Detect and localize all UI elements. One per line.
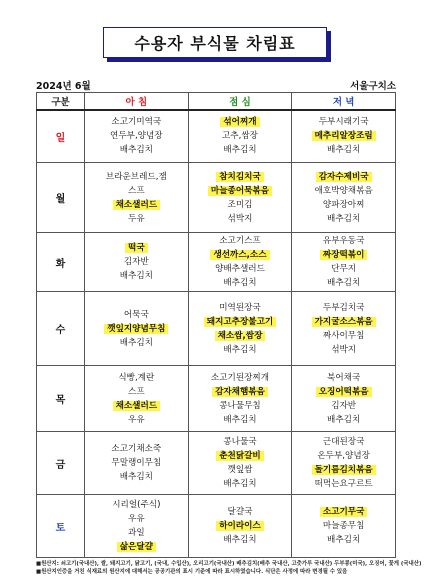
menu-item [85, 498, 188, 512]
menu-item [292, 371, 395, 385]
menu-item [85, 336, 188, 350]
menu-row [37, 432, 396, 495]
menu-item-text: 김자반 [331, 400, 357, 411]
footnotes [36, 560, 422, 576]
menu-item [189, 371, 292, 385]
menu-item-text: 배추김치 [223, 535, 257, 545]
menu-item-highlighted-text: 채소샐러드 [113, 200, 161, 210]
menu-item [292, 301, 395, 315]
lunch-cell [188, 495, 292, 558]
table-header-row [37, 93, 396, 110]
menu-item [292, 533, 395, 547]
menu-item [85, 413, 188, 427]
menu-item [85, 212, 188, 226]
menu-item [85, 269, 188, 283]
dinner-cell [292, 366, 396, 432]
menu-item [189, 129, 292, 143]
dinner-cell [292, 110, 396, 163]
menu-item-highlighted-text: 섞어찌개 [220, 117, 259, 127]
menu-item-text: 단무지 [331, 264, 357, 274]
menu-row [37, 110, 396, 163]
menu-item [292, 115, 395, 129]
menu-item [189, 413, 292, 427]
menu-item-highlighted-text: 삶은달걀 [117, 542, 156, 552]
menu-item-text: 두부김치국 [322, 302, 365, 313]
menu-item-text: 소고기채소죽 [111, 444, 162, 454]
menu-item [292, 276, 395, 290]
menu-item [292, 315, 395, 329]
menu-item-highlighted-text: 메추리알장조림 [312, 131, 376, 141]
menu-item-text: 배추김치 [119, 472, 153, 482]
lunch-cell [188, 233, 292, 292]
menu-row [37, 233, 396, 292]
menu-item-highlighted-text: 하이라이스 [216, 521, 264, 531]
menu-item-text: 근대된장국 [322, 437, 365, 447]
menu-item [189, 184, 292, 198]
menu-item-text: 배추김치 [119, 145, 153, 156]
menu-item-highlighted-text: 떡국 [125, 243, 148, 253]
menu-item-text: 콩나물무침 [219, 400, 261, 411]
meta-row [36, 78, 396, 92]
menu-item [292, 212, 395, 226]
menu-item-text: 떠먹는요구르트 [314, 479, 373, 489]
header-breakfast: 아 침 [85, 93, 189, 110]
menu-item [292, 129, 395, 143]
menu-item [292, 435, 395, 449]
menu-row [37, 495, 396, 558]
menu-item-text: 달걀국 [227, 507, 253, 517]
menu-item-text: 섞박지 [331, 344, 357, 355]
menu-item [189, 170, 292, 184]
menu-item [292, 262, 395, 276]
menu-item [85, 184, 188, 198]
header-dinner: 저 녁 [292, 93, 396, 110]
menu-item-highlighted-text: 채소쌈,쌈장 [215, 331, 266, 341]
menu-item-highlighted-text: 짜장떡볶이 [320, 250, 368, 260]
menu-item [189, 115, 292, 129]
menu-item-highlighted-text: 오징어떡볶음 [316, 387, 372, 397]
breakfast-cell [85, 292, 189, 366]
menu-item-text: 배추김치 [119, 337, 153, 348]
menu-item [85, 308, 188, 322]
menu-item [189, 343, 292, 357]
header-division: 구분 [37, 93, 85, 110]
menu-item [189, 198, 292, 212]
menu-item [292, 234, 395, 248]
menu-item [85, 385, 188, 399]
day-label: 화 [37, 233, 85, 292]
menu-item-text: 배추김치 [223, 479, 257, 489]
menu-item [85, 512, 188, 526]
menu-item-highlighted-text: 소고기무국 [320, 507, 368, 517]
menu-item-text: 양배추샐러드 [215, 264, 265, 274]
menu-item-text: 배추김치 [327, 213, 361, 224]
breakfast-cell [85, 432, 189, 495]
menu-item [189, 143, 292, 157]
menu-item [292, 413, 395, 427]
menu-item [85, 241, 188, 255]
menu-item [85, 526, 188, 540]
menu-table [36, 92, 396, 558]
menu-item [189, 329, 292, 343]
menu-item-highlighted-text: 감자수제비국 [316, 172, 372, 182]
menu-item [85, 470, 188, 484]
organization-name: 서울구치소 [350, 81, 396, 92]
menu-item [292, 248, 395, 262]
breakfast-cell [85, 233, 189, 292]
menu-item-text: 짜사이무침 [322, 330, 365, 341]
menu-item [292, 198, 395, 212]
menu-item-highlighted-text: 돌기름김치볶음 [312, 465, 376, 475]
menu-item [292, 170, 395, 184]
menu-item-highlighted-text: 생선까스,소스 [210, 250, 269, 260]
menu-item-text: 배추김치 [327, 535, 361, 545]
menu-row [37, 163, 396, 233]
menu-item-text: 고추,쌈장 [222, 131, 258, 142]
day-label: 수 [37, 292, 85, 366]
menu-item-text: 섞박지 [227, 213, 253, 224]
menu-item [189, 477, 292, 491]
menu-item-highlighted-text: 마늘종어묵볶음 [208, 186, 272, 196]
menu-item [85, 442, 188, 456]
menu-item [292, 399, 395, 413]
footnote-origin: ■원산지: 쇠고기(국내산), 쌀, 돼지고기, 닭고기, (국내, 수입산), 오리고기(국내산) 배추김치(배추 국내산, 고춧가루 국내산) 두부콩(미국), 오징어, 꽃게 (국내산) [36, 561, 422, 567]
menu-item [292, 449, 395, 463]
lunch-cell [188, 110, 292, 163]
day-label: 일 [37, 110, 85, 163]
menu-item-text: 식빵,계란 [118, 372, 155, 383]
menu-item-text: 두부시래기국 [318, 117, 369, 128]
menu-item [189, 262, 292, 276]
menu-item [292, 343, 395, 357]
menu-item-text: 소고기미역국 [111, 117, 162, 128]
menu-item-text: 미역된장국 [219, 302, 261, 313]
menu-item-text: 양파장아찌 [322, 199, 365, 210]
menu-item [189, 449, 292, 463]
menu-item-text: 무말랭이무침 [111, 458, 162, 468]
dinner-cell [292, 292, 396, 366]
menu-item-highlighted-text: 춘천닭갈비 [216, 451, 264, 461]
menu-item-text: 시리얼(주식) [112, 500, 161, 510]
menu-item [189, 301, 292, 315]
menu-item [189, 212, 292, 226]
menu-item-text: 온두부,양념장 [317, 451, 370, 461]
menu-item-text: 배추김치 [223, 344, 257, 355]
menu-item [85, 456, 188, 470]
menu-item [292, 477, 395, 491]
menu-item-text: 브라운브레드,잼 [105, 171, 167, 182]
menu-item-text: 우유 [128, 414, 145, 425]
menu-item [292, 184, 395, 198]
menu-item-text: 조미김 [227, 199, 253, 210]
dinner-cell [292, 432, 396, 495]
menu-month: 2024년 6월 [36, 81, 91, 92]
menu-item-text: 스프 [128, 185, 145, 196]
menu-item [85, 399, 188, 413]
menu-row [37, 292, 396, 366]
menu-item [189, 533, 292, 547]
menu-item [189, 276, 292, 290]
menu-item-text: 콩나물국 [223, 437, 257, 447]
menu-item [292, 143, 395, 157]
menu-item [189, 248, 292, 262]
menu-item [85, 540, 188, 554]
menu-item-text: 스프 [128, 386, 145, 397]
dinner-cell [292, 495, 396, 558]
breakfast-cell [85, 366, 189, 432]
menu-item-highlighted-text: 참치김치국 [216, 172, 264, 182]
menu-item [189, 463, 292, 477]
dinner-cell [292, 163, 396, 233]
title-banner [103, 27, 327, 60]
menu-item-text: 애호박양채볶음 [314, 185, 373, 196]
menu-item [189, 519, 292, 533]
menu-item [292, 463, 395, 477]
menu-item [85, 255, 188, 269]
breakfast-cell [85, 495, 189, 558]
menu-row [37, 366, 396, 432]
menu-item-highlighted-text: 감자채햄볶음 [212, 387, 268, 397]
menu-item [85, 129, 188, 143]
menu-body [37, 110, 396, 558]
lunch-cell [188, 292, 292, 366]
menu-item-text: 배추김치 [327, 278, 361, 288]
dinner-cell [292, 233, 396, 292]
menu-item-text: 마늘종무침 [322, 521, 365, 531]
breakfast-cell [85, 110, 189, 163]
menu-item-text: 우유 [128, 514, 145, 524]
menu-item [85, 170, 188, 184]
menu-item-text: 과일 [128, 528, 145, 538]
menu-item-text: 배추김치 [327, 414, 361, 425]
menu-item-text: 북어채국 [327, 372, 361, 383]
menu-item [85, 143, 188, 157]
lunch-cell [188, 163, 292, 233]
breakfast-cell [85, 163, 189, 233]
menu-item [85, 115, 188, 129]
menu-item [189, 385, 292, 399]
menu-item-text: 소고기스프 [219, 236, 261, 246]
menu-item-highlighted-text: 가지굴소스볶음 [312, 317, 376, 327]
menu-item-text: 깻잎쌈 [227, 465, 253, 475]
menu-item-text: 배추김치 [327, 145, 361, 156]
footnote-disclaimer: ■원산지인증을 거친 식재료의 원산지에 대해서는 공공기관의 표시 기준에 따라 표시하였습니다. 식단은 사정에 따라 변경될 수 있음 [36, 569, 348, 575]
lunch-cell [188, 432, 292, 495]
menu-item [189, 399, 292, 413]
day-label: 목 [37, 366, 85, 432]
header-lunch: 점 심 [188, 93, 292, 110]
menu-item [189, 435, 292, 449]
lunch-cell [188, 366, 292, 432]
menu-item [292, 505, 395, 519]
menu-item [189, 234, 292, 248]
menu-item-text: 두유 [128, 213, 145, 224]
menu-item [292, 329, 395, 343]
menu-item [292, 385, 395, 399]
menu-item-text: 어묵국 [123, 309, 149, 320]
menu-item [189, 315, 292, 329]
day-label: 월 [37, 163, 85, 233]
menu-item [85, 371, 188, 385]
menu-item [85, 322, 188, 336]
day-label: 토 [37, 495, 85, 558]
menu-item-text: 유부우동국 [322, 236, 365, 246]
menu-item-text: 소고기된장찌개 [210, 372, 270, 383]
menu-item-text: 배추김치 [119, 271, 153, 281]
menu-item-text: 배추김치 [223, 145, 257, 156]
menu-item-highlighted-text: 돼지고추장불고기 [204, 317, 276, 327]
menu-item [85, 198, 188, 212]
menu-item-text: 연두부,양념장 [110, 131, 163, 142]
menu-item-highlighted-text: 깻잎지양념무침 [104, 324, 168, 334]
menu-item-highlighted-text: 채소샐러드 [113, 401, 161, 411]
page-title: 수용자 부식물 차림표 [103, 27, 327, 58]
menu-item-text: 김자반 [123, 257, 149, 267]
menu-item-text: 배추김치 [223, 278, 257, 288]
menu-item-text: 배추김치 [223, 414, 257, 425]
menu-item [292, 519, 395, 533]
day-label: 금 [37, 432, 85, 495]
menu-item [189, 505, 292, 519]
